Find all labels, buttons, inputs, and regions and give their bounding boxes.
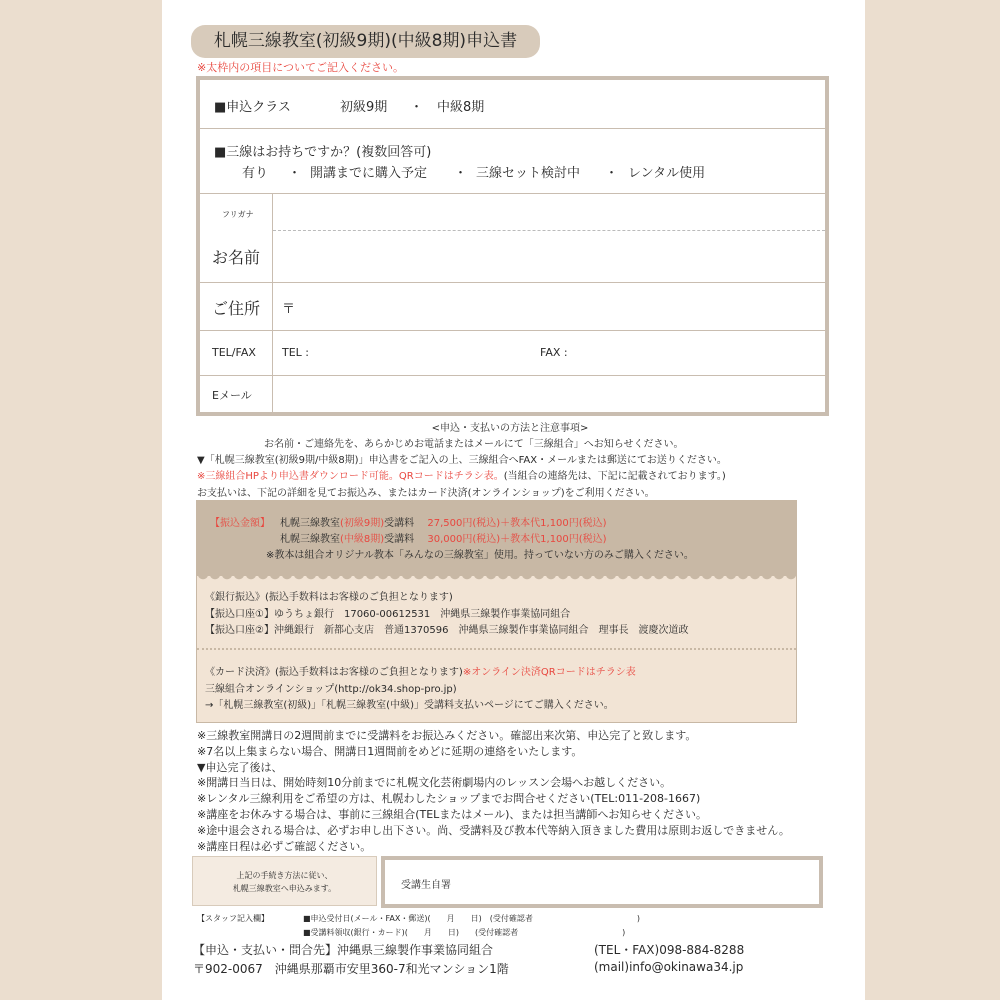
- agreement-line-2: 札幌三線教室へ申込みます。: [232, 884, 337, 893]
- sanshin-option-set[interactable]: 三線セット検討中: [476, 166, 581, 181]
- sanshin-option-rental[interactable]: レンタル使用: [628, 166, 706, 181]
- address-row: [200, 282, 825, 331]
- sanshin-row: [200, 128, 825, 194]
- sanshin-option-own[interactable]: 有り: [242, 166, 269, 181]
- sanshin-label: ■三線はお持ちですか？(複数回答可): [214, 145, 432, 160]
- note-item: ※三線教室開講日の2週間前までに受講料をお振込みください。確認出来次第、申込完了と致します。: [197, 729, 697, 742]
- card-title-text: 《カード決済》(振込手数料はお客様のご負担となります): [205, 667, 463, 678]
- required-note: ※太枠内の項目についてご記入ください。: [197, 61, 404, 74]
- contact-phone: (TEL・FAX)098-884-8288: [594, 943, 745, 957]
- class-option-intermediate[interactable]: 中級8期: [437, 100, 485, 115]
- email-input[interactable]: [273, 375, 825, 412]
- application-form: [196, 76, 829, 416]
- staff-line-1: ■申込受付日(メール・FAX・郵送)( 月 日) (受付確認者 ): [303, 914, 640, 923]
- staff-label: 【スタッフ記入欄】: [197, 914, 269, 923]
- fee-label: 【振込金額】: [210, 518, 270, 529]
- class-row: [200, 80, 825, 129]
- name-label: お名前: [212, 248, 261, 267]
- note-item: ※途中退会される場合は、必ずお申し出下さい。尚、受講料及び教本代等納入頂きました費用は原則お返しできません。: [197, 823, 790, 837]
- intro-line-1: お名前・ご連絡先を、あらかじめお電話またはメールにて「三線組合」へお知らせください。: [264, 439, 684, 450]
- tel-input[interactable]: TEL :: [282, 346, 310, 359]
- bank-account-1-label: 【振込口座①】: [205, 609, 274, 620]
- note-item: ※レンタル三線利用をご希望の方は、札幌わしたショップまでお問合せください(TEL:011-208-1667): [197, 792, 701, 806]
- fee-row1-prefix: 札幌三線教室: [280, 518, 340, 529]
- fee-row-intermediate: [280, 530, 607, 545]
- signature-label: 受講生自署: [401, 880, 451, 891]
- card-instructions: →「札幌三線教室(初級)」「札幌三線教室(中級)」受講料支払いページにてご購入ください。: [205, 700, 614, 711]
- note-item: ※開講日当日は、開始時刻10分前までに札幌文化芸術劇場内のレッスン会場へお越しください。: [197, 776, 672, 790]
- tel-row: [200, 330, 825, 376]
- page-title: 札幌三線教室(初級9期)(中級8期)申込書: [191, 25, 540, 58]
- furigana-input[interactable]: [273, 193, 825, 230]
- method-heading: <申込・支払いの方法と注意事項>: [431, 423, 589, 434]
- fee-box: [196, 500, 797, 575]
- note-item: ※7名以上集まらない場合、開講日1週間前をめどに延期の連絡をいたします。: [197, 744, 583, 758]
- notes-list: [197, 728, 790, 854]
- address-input[interactable]: 〒: [282, 302, 296, 317]
- furigana-divider: [273, 230, 825, 231]
- note-item: ※講座日程は必ずご確認ください。: [197, 839, 372, 853]
- name-input[interactable]: [273, 231, 825, 281]
- online-shop-link[interactable]: 三線組合オンラインショップ(http://ok34.shop-pro.jp): [205, 684, 457, 695]
- note-item: ▼申込完了後は、: [197, 760, 283, 774]
- address-label: ご住所: [212, 299, 261, 318]
- sanshin-sep-2: ・: [454, 166, 468, 181]
- bank-account-2: [205, 621, 689, 636]
- bank-account-2-details: 沖縄銀行 新都心支店 普通1370596 沖縄県三線製作事業協同組合 理事長 渡慶次道政: [273, 625, 689, 636]
- fax-input[interactable]: FAX :: [540, 346, 568, 359]
- sanshin-sep-1: ・: [288, 166, 302, 181]
- note-item: ※講座をお休みする場合は、事前に三線組合(TELまたはメール)、または担当講師へお知らせください。: [197, 807, 708, 821]
- card-qr-note: ※オンライン決済QRコードはチラシ表: [462, 667, 636, 678]
- agreement-box: [192, 856, 377, 906]
- sanshin-option-buy[interactable]: 開講までに購入予定: [310, 166, 428, 181]
- fee-row1-price: 27,500円(税込)＋教本代1,100円(税込): [427, 518, 607, 529]
- intro-line-2: ▼「札幌三線教室(初級9期/中級8期)」申込書をご記入の上、三線組合へFAX・メールまたは郵送にてお送りください。: [197, 455, 727, 466]
- intro-line-3: [197, 467, 726, 482]
- contact-note: (当組合の連絡先は、下記に記載されております。): [503, 471, 726, 482]
- furigana-label: フリガナ: [222, 210, 254, 219]
- staff-line-2: ■受講料領収(銀行・カード)( 月 日) (受付確認者 ): [303, 928, 626, 937]
- sanshin-sep-3: ・: [605, 166, 619, 181]
- class-separator: ・: [410, 100, 424, 115]
- email-row: [200, 375, 825, 412]
- fee-row2-price: 30,000円(税込)＋教本代1,100円(税込): [427, 534, 607, 545]
- contact-line-1: 【申込・支払い・問合先】沖縄県三線製作事業協同組合: [193, 943, 494, 957]
- fee-row2-mid: 受講料: [384, 534, 415, 545]
- class-option-beginner[interactable]: 初級9期: [340, 100, 388, 115]
- agreement-line-1: 上記の手続き方法に従い、: [236, 871, 333, 880]
- name-row: [200, 193, 825, 283]
- fee-row-beginner: [280, 514, 607, 529]
- bank-account-1: [205, 605, 570, 620]
- class-label: ■申込クラス: [214, 100, 291, 115]
- fee-row2-prefix: 札幌三線教室: [280, 534, 340, 545]
- intro-line-4: お支払いは、下記の詳細を見てお振込み、またはカード決済(オンラインショップ)をご利用ください。: [197, 488, 655, 499]
- fee-row1-mid: 受講料: [384, 518, 415, 529]
- contact-line-2: 〒902-0067 沖縄県那覇市安里360-7和光マンション1階: [193, 962, 509, 976]
- tel-fax-label: TEL/FAX: [212, 346, 256, 359]
- payment-methods-box: [196, 575, 797, 723]
- fee-row1-class: (初級9期): [340, 518, 385, 529]
- card-title: [205, 663, 636, 678]
- textbook-note: ※教本は組合オリジナル教本「みんなの三線教室」使用。持っていない方のみご購入ください。: [266, 550, 694, 561]
- contact-email[interactable]: (mail)info@okinawa34.jp: [594, 960, 744, 974]
- fee-row2-class: (中級8期): [340, 534, 385, 545]
- download-note: ※三線組合HPより申込書ダウンロード可能。QRコードはチラシ表。: [197, 471, 504, 482]
- bank-account-1-details: ゆうちょ銀行 17060-00612531 沖縄県三線製作事業協同組合: [273, 609, 571, 620]
- signature-field[interactable]: [381, 856, 823, 908]
- email-label: Eメール: [212, 389, 252, 402]
- bank-account-2-label: 【振込口座②】: [205, 625, 274, 636]
- scallop-edge: [197, 575, 796, 583]
- bank-title: 《銀行振込》(振込手数料はお客様のご負担となります): [205, 592, 453, 603]
- dotted-divider: [197, 648, 796, 650]
